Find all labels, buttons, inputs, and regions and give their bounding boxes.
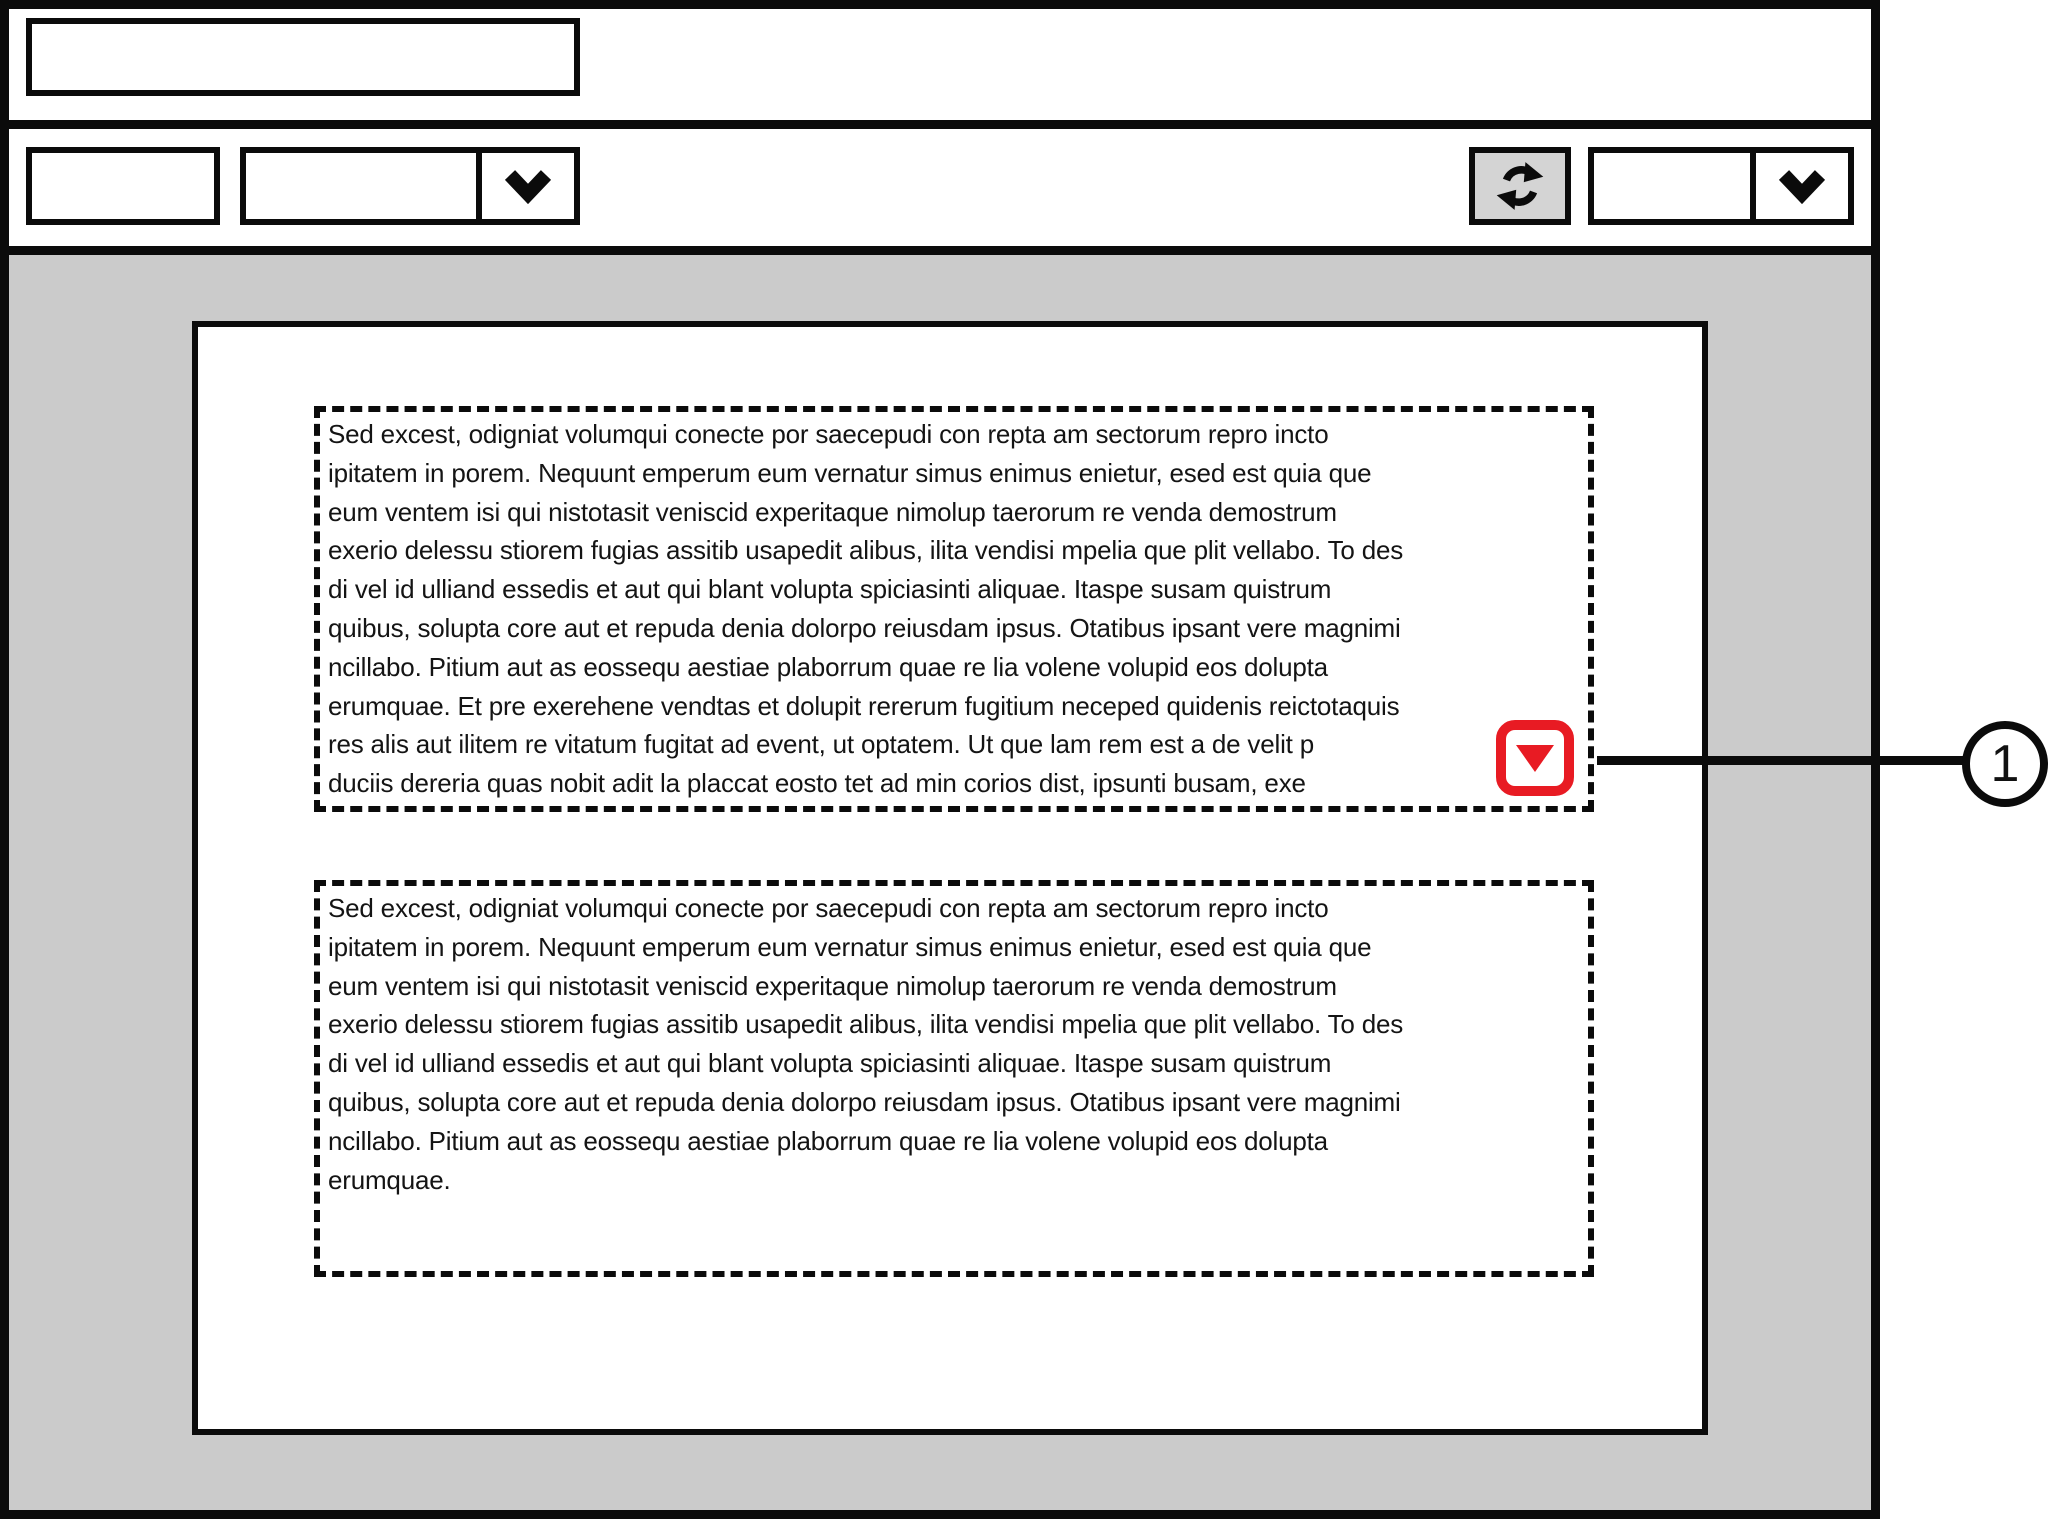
text-line: di vel id ulliand essedis et aut qui blant volupta spiciasinti aliquae. Itaspe susam quistrum <box>328 574 1332 605</box>
text-line: quibus, solupta core aut et repuda denia dolorpo reiusdam ipsus. Otatibus ipsant vere magnimi <box>328 1086 1401 1117</box>
dropdown-right-chevron-cell[interactable] <box>1750 153 1848 219</box>
text-line: ncillabo. Pitium aut as eossequ aestiae plaborrum quae re lia volene volupid eos dolupta <box>328 1125 1328 1156</box>
title-bar <box>9 9 1871 129</box>
text-line: eum ventem isi qui nistotasit veniscid experitaque nimolup taerorum re venda demostrum <box>328 496 1337 527</box>
triangle-down-icon <box>1516 745 1554 772</box>
text-line: duciis dereria quas nobit adit la placcat eosto tet ad min corios dist, ipsunti busam, exe <box>328 768 1306 799</box>
text-line: exerio delessu stiorem fugias assitib usapedit alibus, ilita vendisi mpelia que plit vellabo. To des <box>328 535 1404 566</box>
chevron-down-icon <box>502 167 554 205</box>
text-line: eum ventem isi qui nistotasit veniscid experitaque nimolup taerorum re venda demostrum <box>328 970 1337 1001</box>
text-line: ipitatem in porem. Nequunt emperum eum vernatur simus enimus enietur, esed est quia que <box>328 457 1372 488</box>
toolbar <box>9 129 1871 255</box>
dropdown-left-chevron-cell[interactable] <box>476 153 574 219</box>
refresh-button[interactable] <box>1469 147 1571 225</box>
dropdown-left[interactable] <box>240 147 580 225</box>
toolbar-field[interactable] <box>26 147 220 225</box>
text-block-2[interactable] <box>314 880 1594 1277</box>
text-line: di vel id ulliand essedis et aut qui blant volupta spiciasinti aliquae. Itaspe susam quistrum <box>328 1048 1332 1079</box>
title-field[interactable] <box>26 18 580 96</box>
text-line: Sed excest, odigniat volumqui conecte por saecepudi con repta am sectorum repro incto <box>328 893 1329 923</box>
text-line: res alis aut ilitem re vitatum fugitat ad event, ut optatem. Ut que lam rem est a de velit p <box>328 729 1314 760</box>
dropdown-left-value <box>246 153 476 219</box>
dropdown-right-value <box>1594 153 1750 219</box>
text-line: Sed excest, odigniat volumqui conecte por saecepudi con repta am sectorum repro incto <box>328 419 1329 449</box>
text-line: quibus, solupta core aut et repuda denia dolorpo reiusdam ipsus. Otatibus ipsant vere magnimi <box>328 612 1401 643</box>
content-canvas <box>9 255 1871 1510</box>
refresh-icon <box>1494 160 1546 212</box>
text-block-1-text <box>320 412 1588 803</box>
chevron-down-icon <box>1776 167 1828 205</box>
text-block-2-text <box>320 886 1588 1199</box>
document-page <box>192 321 1708 1435</box>
callout-line <box>1597 756 1967 765</box>
text-line: erumquae. <box>328 1164 451 1195</box>
text-line: exerio delessu stiorem fugias assitib usapedit alibus, ilita vendisi mpelia que plit vellabo. To des <box>328 1009 1404 1040</box>
text-block-1[interactable] <box>314 406 1594 812</box>
callout-number: 1 <box>1990 735 2020 793</box>
text-line: ipitatem in porem. Nequunt emperum eum vernatur simus enimus enietur, esed est quia que <box>328 931 1372 962</box>
text-line: ncillabo. Pitium aut as eossequ aestiae plaborrum quae re lia volene volupid eos dolupta <box>328 651 1328 682</box>
dropdown-right[interactable] <box>1588 147 1854 225</box>
marker-button[interactable] <box>1496 720 1574 796</box>
callout-number-badge <box>1962 721 2048 807</box>
text-line: erumquae. Et pre exerehene vendtas et dolupit rererum fugitium neceped quidenis reictotaquis <box>328 690 1400 721</box>
